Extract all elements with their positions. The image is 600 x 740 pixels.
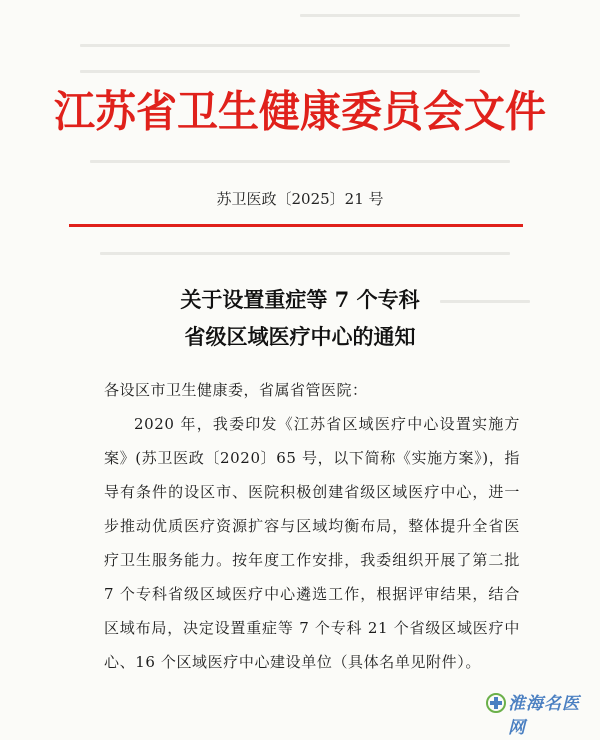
- watermark-text: 淮海名医网: [508, 694, 580, 738]
- notice-title-line-1: 关于设置重症等 7 个专科: [180, 287, 420, 312]
- body-paragraph: 2020 年，我委印发《江苏省区域医疗中心设置实施方案》(苏卫医政〔2020〕65 号，以下简称《实施方案》)，指导有条件的设区市、医院积极创建省级区域医疗中心，进一步推动优质医疗资源扩容与区域均衡布局，整体提升全省医疗卫生服务能力。按年度工作安排，我委组织开展了第二批 7 个专科省级区域医疗中心遴选工作，根据评审结果，结合区域布局，决定设置重症等 7 个专科 21 个省级区域医疗中心、16 个区域医疗中心建设单位（具体名单见附件）。: [104, 415, 520, 671]
- document-number: 苏卫医政〔2025〕21 号: [216, 190, 384, 208]
- salutation: 各设区市卫生健康委，省属省管医院：: [104, 381, 368, 399]
- masthead-title: 江苏省卫生健康委员会文件: [54, 86, 546, 138]
- site-watermark: [486, 692, 596, 738]
- bleed-through-mark: [90, 160, 510, 163]
- red-divider-line: [69, 224, 523, 227]
- notice-title-line-2: 省级区域医疗中心的通知: [184, 324, 416, 349]
- bleed-through-mark: [80, 70, 480, 73]
- bleed-through-mark: [100, 252, 510, 255]
- bleed-through-mark: [80, 44, 510, 47]
- bleed-through-mark: [300, 14, 520, 17]
- medical-cross-icon: [486, 693, 506, 713]
